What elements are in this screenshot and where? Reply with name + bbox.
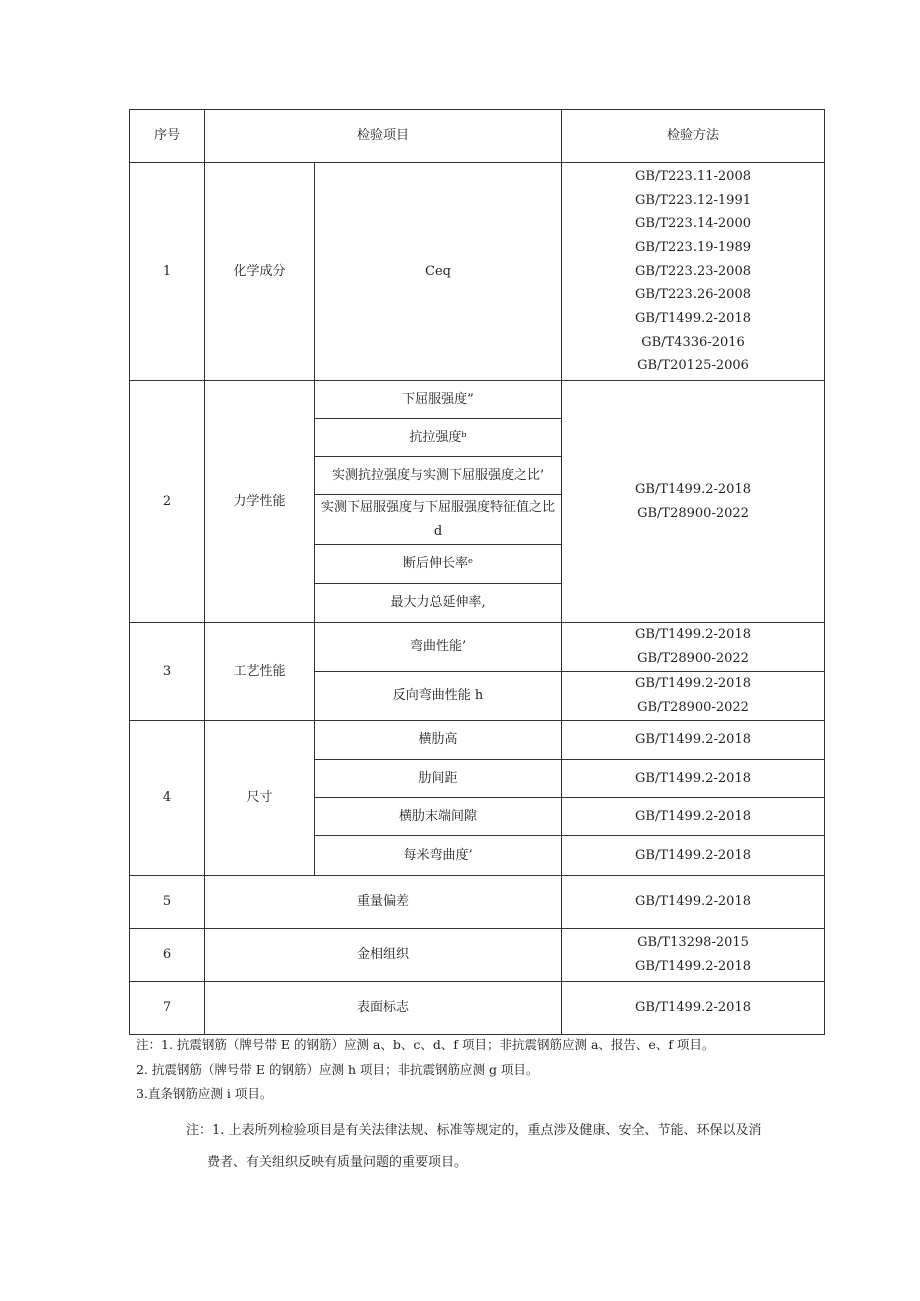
row-item: 金相组织 bbox=[205, 929, 562, 982]
row-methods bbox=[562, 672, 825, 721]
row-seq: 3 bbox=[130, 623, 205, 721]
header-seq: 序号 bbox=[130, 110, 205, 163]
method: GB/T223.19-1989 bbox=[635, 239, 751, 255]
row-methods: GB/T1499.2-2018 bbox=[562, 721, 825, 760]
row-methods: GB/T1499.2-2018 bbox=[562, 760, 825, 798]
row-seq: 6 bbox=[130, 929, 205, 982]
table-header-row bbox=[130, 110, 825, 163]
method: GB/T28900-2022 bbox=[637, 651, 749, 666]
row-category: 工艺性能 bbox=[205, 623, 315, 721]
row-category: 化学成分 bbox=[205, 163, 315, 381]
row-sub-item: 横肋高 bbox=[315, 721, 562, 760]
row-seq: 4 bbox=[130, 721, 205, 876]
row-sub-item: 最大力总延伸率, bbox=[315, 584, 562, 623]
method: GB/T1499.2-2018 bbox=[635, 627, 751, 643]
row-methods bbox=[562, 163, 825, 381]
table-row bbox=[130, 929, 825, 982]
row-methods: GB/T1499.2-2018 bbox=[562, 836, 825, 876]
row-category: 力学性能 bbox=[205, 381, 315, 623]
row-seq: 7 bbox=[130, 982, 205, 1035]
row-methods bbox=[562, 929, 825, 982]
method: GB/T223.12-1991 bbox=[635, 192, 751, 208]
table-row bbox=[130, 381, 825, 419]
row-sub-item: 断后伸长率ᵉ bbox=[315, 545, 562, 584]
row-methods bbox=[562, 623, 825, 672]
method: GB/T28900-2022 bbox=[637, 505, 749, 521]
row-methods: GB/T1499.2-2018 bbox=[562, 876, 825, 929]
method: GB/T1499.2-2018 bbox=[635, 959, 751, 974]
row-sub-item: 下屈服强度” bbox=[315, 381, 562, 419]
method: GB/T223.26-2008 bbox=[635, 287, 751, 303]
row-sub-item: 弯曲性能’ bbox=[315, 623, 562, 672]
footnote-line-2: 费者、有关组织反映有质量问题的重要项目。 bbox=[207, 1155, 468, 1170]
method: GB/T1499.2-2018 bbox=[635, 481, 751, 497]
inspection-table bbox=[129, 109, 825, 1035]
table-row bbox=[130, 876, 825, 929]
header-item: 检验项目 bbox=[205, 110, 562, 163]
sub-item-line: 实测下屈服强度与下屈服强度特征值之比 bbox=[321, 499, 556, 515]
method: GB/T1499.2-2018 bbox=[635, 676, 751, 692]
row-item: 表面标志 bbox=[205, 982, 562, 1035]
row-seq: 2 bbox=[130, 381, 205, 623]
row-sub-item: 肋间距 bbox=[315, 760, 562, 798]
method: GB/T223.11-2008 bbox=[635, 168, 751, 184]
method: GB/T4336-2016 bbox=[641, 334, 745, 350]
table-row bbox=[130, 721, 825, 760]
row-sub-item: 实测抗拉强度与实测下屈服强度之比’ bbox=[315, 457, 562, 495]
method: GB/T28900-2022 bbox=[637, 700, 749, 715]
method: GB/T223.14-2000 bbox=[635, 216, 751, 232]
row-methods: GB/T1499.2-2018 bbox=[562, 982, 825, 1035]
method: GB/T223.23-2008 bbox=[635, 263, 751, 279]
row-category: 尺寸 bbox=[205, 721, 315, 876]
row-sub-item: Ceq bbox=[315, 163, 562, 381]
sub-item-line: d bbox=[433, 523, 443, 539]
table-row bbox=[130, 982, 825, 1035]
table-row bbox=[130, 623, 825, 672]
row-item: 重量偏差 bbox=[205, 876, 562, 929]
method: GB/T20125-2006 bbox=[637, 358, 749, 374]
row-sub-item: 抗拉强度ᵇ bbox=[315, 419, 562, 457]
header-method: 检验方法 bbox=[562, 110, 825, 163]
row-sub-item bbox=[315, 495, 562, 545]
row-methods bbox=[562, 381, 825, 623]
row-sub-item: 横肋末端间隙 bbox=[315, 798, 562, 836]
row-seq: 5 bbox=[130, 876, 205, 929]
footnote-line-1: 注：1. 上表所列检验项目是有关法律法规、标准等规定的，重点涉及健康、安全、节能、环保以及消 bbox=[186, 1123, 762, 1138]
table-row bbox=[130, 163, 825, 381]
table-note: 3.直条钢筋应测 i 项目。 bbox=[136, 1086, 273, 1101]
row-sub-item: 反向弯曲性能 h bbox=[315, 672, 562, 721]
row-sub-item: 每米弯曲度’ bbox=[315, 836, 562, 876]
row-seq: 1 bbox=[130, 163, 205, 381]
table-note: 注：1. 抗震钢筋（牌号带 E 的钢筋）应测 a、b、c、d、f 项目；非抗震钢筋应测 a、报告、e、f 项目。 bbox=[136, 1037, 715, 1052]
row-methods: GB/T1499.2-2018 bbox=[562, 798, 825, 836]
table-note: 2. 抗震钢筋（牌号带 E 的钢筋）应测 h 项目；非抗震钢筋应测 g 项目。 bbox=[136, 1062, 539, 1077]
method: GB/T13298-2015 bbox=[637, 935, 749, 951]
method: GB/T1499.2-2018 bbox=[635, 311, 751, 327]
